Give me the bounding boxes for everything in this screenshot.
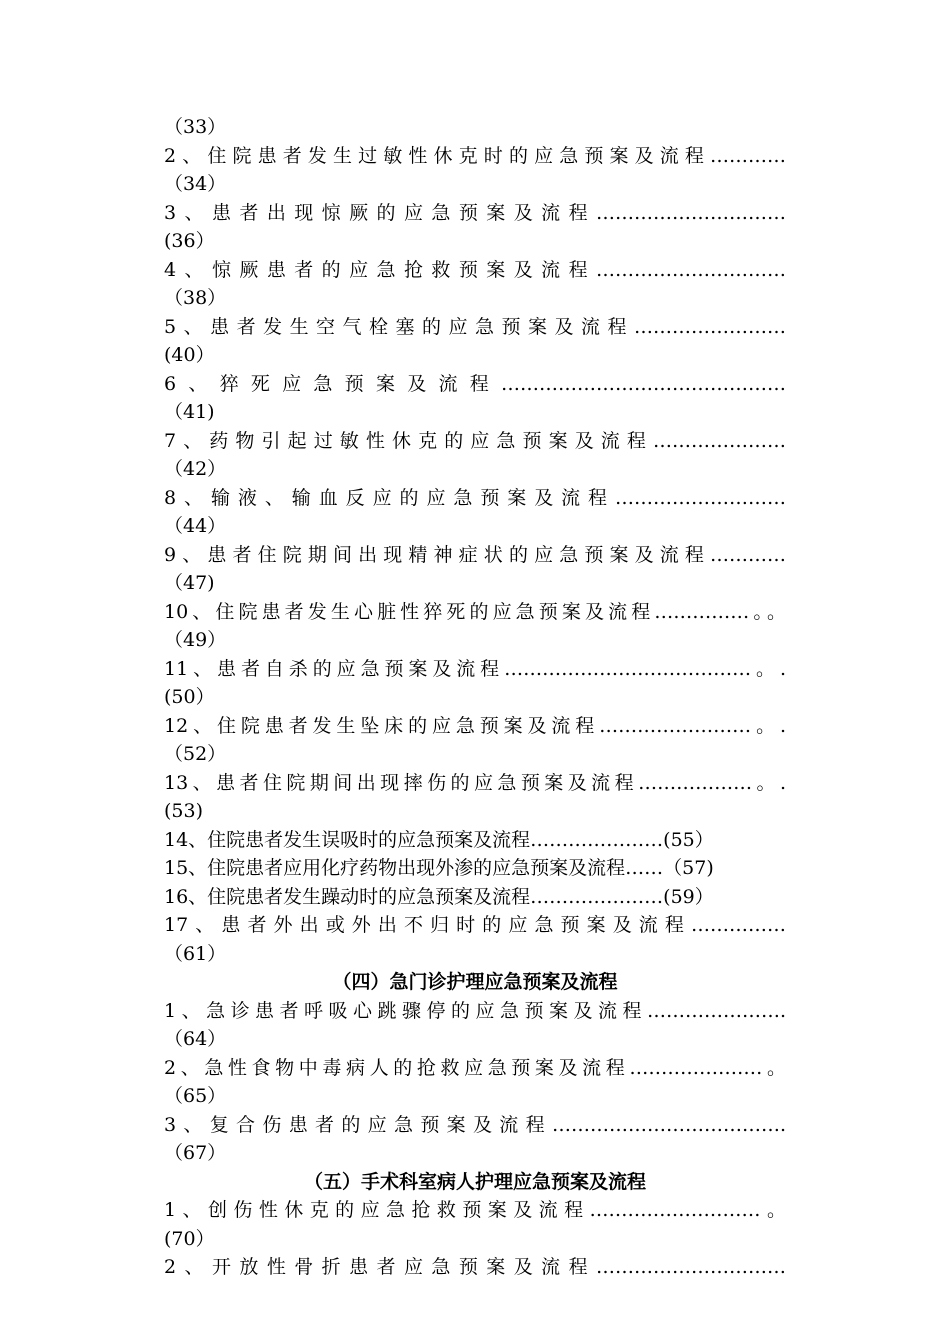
page-number: （52） [164, 743, 227, 765]
page-number: （47) [164, 572, 215, 594]
section-heading: （五）手术科室病人护理应急预案及流程 [303, 1170, 646, 1193]
toc-entry: 3、患者出现惊厥的应急预案及流程………………………… [164, 201, 786, 224]
page-number: （38） [164, 287, 227, 309]
toc-entry: 1、创伤性休克的应急抢救预案及流程………………………。 [164, 1199, 786, 1221]
toc-entry: 1、急诊患者呼吸心跳骤停的应急预案及流程…………………. [164, 999, 786, 1022]
page-number: (40） [164, 344, 215, 366]
page-number: （67） [164, 1142, 227, 1164]
page-number: (36） [164, 230, 215, 252]
toc-entry: 2、开放性骨折患者应急预案及流程………………………… [164, 1256, 786, 1278]
page-number: （64） [164, 1028, 227, 1050]
toc-entry: 2、急性食物中毒病人的抢救应急预案及流程…………………。 [164, 1056, 786, 1079]
page-number: （33） [164, 116, 227, 138]
toc-entry: 3、复合伤患者的应急预案及流程………………………………. [164, 1113, 786, 1136]
toc-entry: 8、输液、输血反应的应急预案及流程……………………… [164, 486, 786, 509]
toc-entry: 14、住院患者发生误吸时的应急预案及流程…………………(55） [164, 828, 714, 851]
page-number: （41) [164, 401, 215, 423]
page-number: （42） [164, 458, 227, 480]
page-number: （44） [164, 515, 227, 537]
toc-entry: 11、患者自杀的应急预案及流程…………………………………。. [164, 657, 786, 680]
toc-entry: 17、患者外出或外出不归时的应急预案及流程…………… [164, 914, 786, 936]
page-number: （61） [164, 942, 227, 965]
page-number: (50） [164, 686, 215, 708]
toc-entry: 12、住院患者发生坠床的应急预案及流程……………………。. [164, 714, 786, 737]
page-number: （65） [164, 1085, 227, 1107]
page-number: （49） [164, 629, 227, 651]
toc-entry: 5、患者发生空气栓塞的应急预案及流程…………………… [164, 315, 786, 338]
table-of-contents [164, 113, 786, 1282]
toc-entry: 2、住院患者发生过敏性休克时的应急预案及流程………… [164, 144, 786, 167]
toc-entry: 7、药物引起过敏性休克的应急预案及流程………………… [164, 429, 786, 452]
toc-entry: 6、猝死应急预案及流程……………………………………… [164, 372, 786, 395]
page-number: （34） [164, 173, 227, 195]
toc-entry: 16、住院患者发生躁动时的应急预案及流程…………………(59） [164, 885, 714, 908]
page-number: (70） [164, 1227, 215, 1250]
toc-entry: 9、患者住院期间出现精神症状的应急预案及流程………… [164, 543, 786, 566]
page-number: (53) [164, 800, 204, 822]
toc-entry: 4、惊厥患者的应急抢救预案及流程………………………… [164, 258, 786, 281]
section-heading: （四）急门诊护理应急预案及流程 [332, 971, 618, 993]
toc-entry: 10、住院患者发生心脏性猝死的应急预案及流程……………。。 [164, 600, 786, 623]
toc-entry: 15、住院患者应用化疗药物出现外渗的应急预案及流程……（57) [164, 857, 714, 879]
toc-entry: 13、患者住院期间出现摔伤的应急预案及流程………………。. [164, 771, 786, 794]
